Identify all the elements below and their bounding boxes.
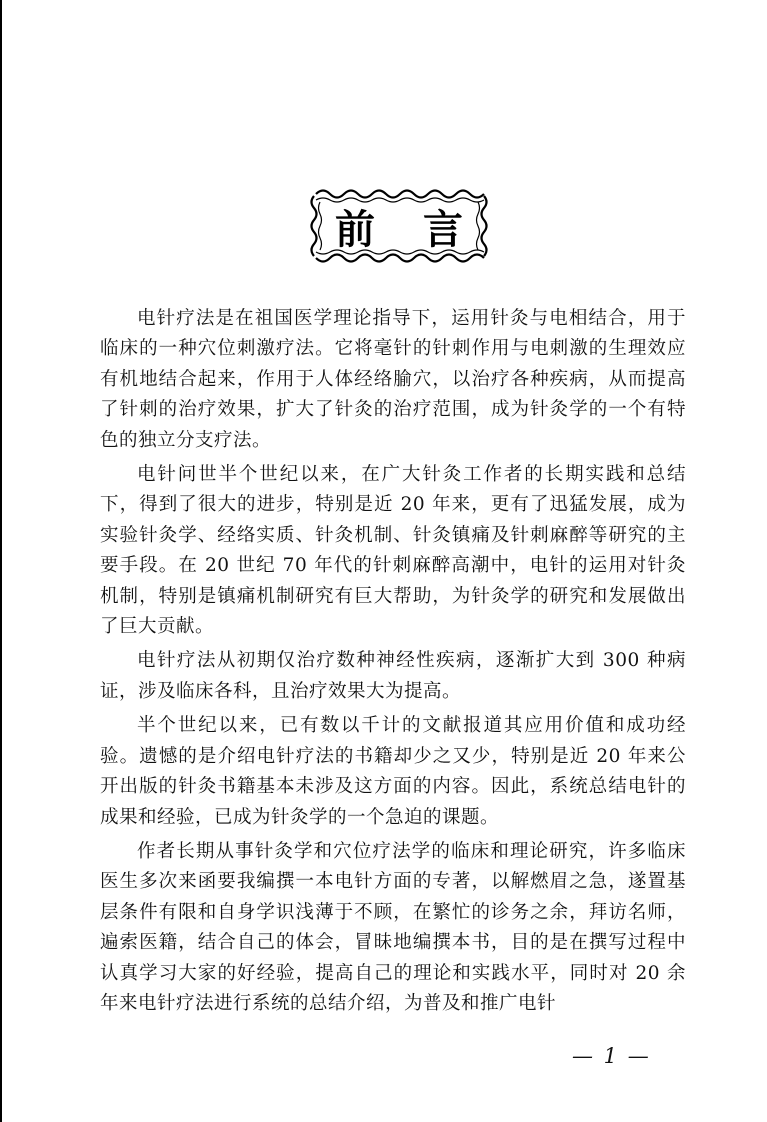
preface-title-frame	[306, 184, 492, 268]
paragraph-1: 电针疗法是在祖国医学理论指导下，运用针灸与电相结合，用于临床的一种穴位刺激疗法。它将毫针的针刺作用与电刺激的生理效应有机地结合起来，作用于人体经络腧穴，以治疗各种疾病，从而提高了针刺的治疗效果，扩大了针灸的治疗范围，成为针灸学的一个有特色的独立分支疗法。	[100, 308, 686, 451]
title-char-right: 言	[423, 206, 463, 253]
paragraph-2: 电针问世半个世纪以来，在广大针灸工作者的长期实践和总结下，得到了很大的进步，特别是近 20 年来，更有了迅猛发展，成为实验针灸学、经络实质、针灸机制、针灸镇痛及针刺麻醉等研究的主要手段。在 20 世纪 70 年代的针刺麻醉高潮中，电针的运用对针灸机制，特别是镇痛机制研究有巨大帮助，为针灸学的研究和发展做出了巨大贡献。	[100, 464, 686, 638]
preface-body	[100, 304, 686, 1023]
paragraph-4: 半个世纪以来，已有数以千计的文献报道其应用价值和成功经验。遗憾的是介绍电针疗法的书籍却少之又少，特别是近 20 年来公开出版的针灸书籍基本未涉及这方面的内容。因此，系统总结电针的成果和经验，已成为针灸学的一个急迫的课题。	[100, 715, 686, 828]
paragraph-5: 作者长期从事针灸学和穴位疗法学的临床和理论研究，许多临床医生多次来函要我编撰一本电针方面的专著，以解燃眉之急，遂置基层条件有限和自身学识浅薄于不顾，在繁忙的诊务之余，拜访名师，遍索医籍，结合自己的体会，冒昧地编撰本书，目的是在撰写过程中认真学习大家的好经验，提高自己的理论和实践水平，同时对 20 余年来电针疗法进行系统的总结介绍，为普及和推广电针	[100, 840, 686, 1014]
page-title	[306, 184, 492, 268]
page-number: — 1 —	[572, 1044, 651, 1068]
paragraph-3: 电针疗法从初期仅治疗数种神经性疾病，逐渐扩大到 300 种病证，涉及临床各科，且治疗效果大为提高。	[100, 650, 686, 702]
title-char-left: 前	[335, 206, 375, 253]
